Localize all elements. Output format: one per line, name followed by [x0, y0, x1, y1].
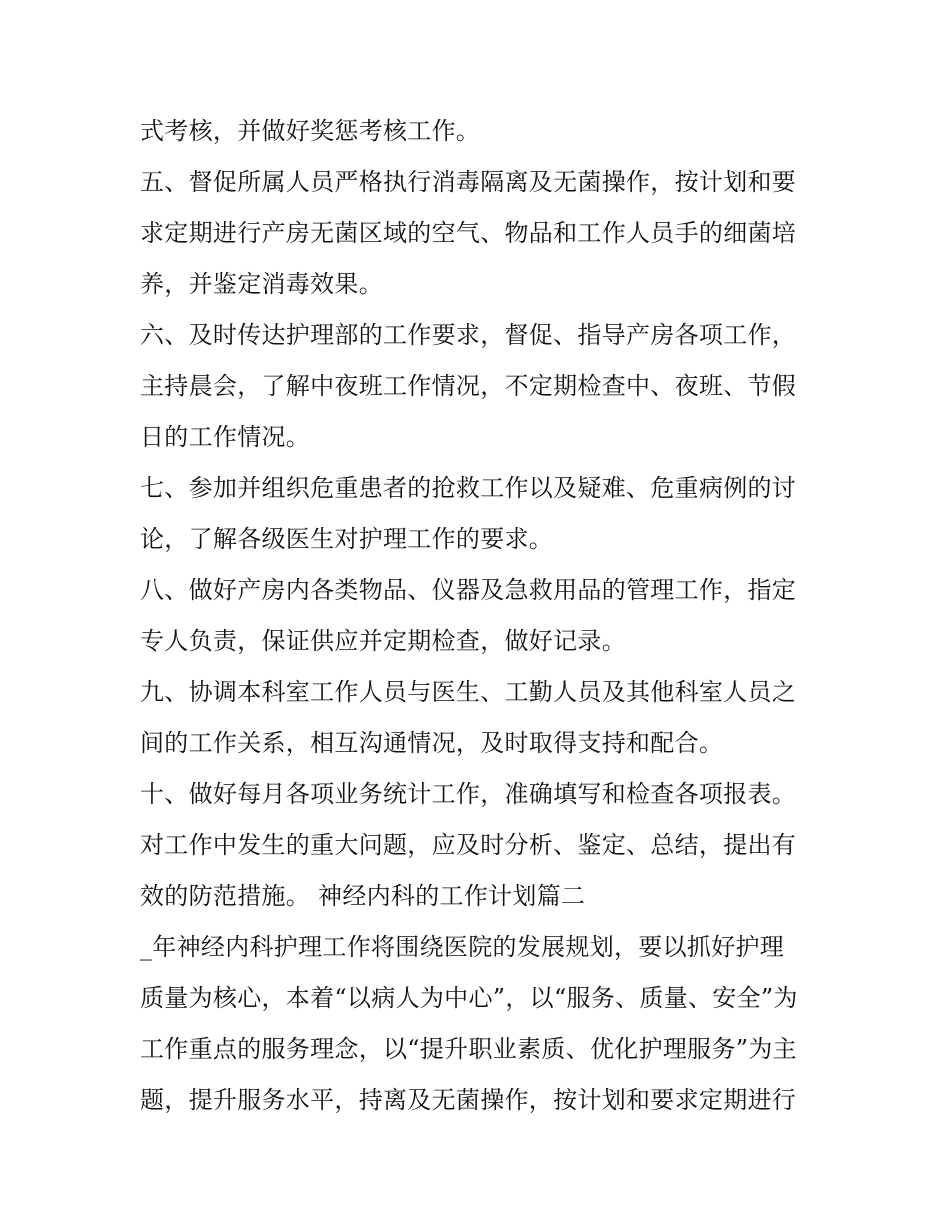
- text-line: 日的工作情况。: [140, 423, 311, 451]
- text-line: 五、督促所属人员严格执行消毒隔离及无菌操作，按计划和要: [140, 168, 797, 196]
- text-line: 八、做好产房内各类物品、仪器及急救用品的管理工作，指定: [140, 576, 797, 604]
- text-line: 六、及时传达护理部的工作要求，督促、指导产房各项工作，: [140, 321, 797, 349]
- text-line: 九、协调本科室工作人员与医生、工勤人员及其他科室人员之: [140, 678, 797, 706]
- text-line: 十、做好每月各项业务统计工作，准确填写和检查各项报表。: [140, 780, 797, 808]
- text-line: 效的防范措施。 神经内科的工作计划篇二: [140, 882, 586, 910]
- text-line: 求定期进行产房无菌区域的空气、物品和工作人员手的细菌培: [140, 219, 797, 247]
- text-line: 七、参加并组织危重患者的抢救工作以及疑难、危重病例的讨: [140, 474, 797, 502]
- text-line: 对工作中发生的重大问题，应及时分析、鉴定、总结，提出有: [140, 831, 797, 859]
- text-line: 式考核，并做好奖惩考核工作。: [140, 117, 481, 145]
- document-body: [140, 106, 820, 1126]
- text-line: 质量为核心，本着“以病人为中心”，以“服务、质量、安全”为: [140, 984, 798, 1012]
- text-line: 间的工作关系，相互沟通情况，及时取得支持和配合。: [140, 729, 724, 757]
- text-line: 养，并鉴定消毒效果。: [140, 270, 383, 298]
- text-line: 题，提升服务水平，持离及无菌操作，按计划和要求定期进行: [140, 1086, 797, 1114]
- text-line: _年神经内科护理工作将围绕医院的发展规划，要以抓好护理: [140, 933, 785, 961]
- text-line: 论，了解各级医生对护理工作的要求。: [140, 525, 554, 553]
- text-line: 专人负责，保证供应并定期检查，做好记录。: [140, 627, 626, 655]
- text-line: 工作重点的服务理念，以“提升职业素质、优化护理服务”为主: [140, 1035, 797, 1063]
- text-line: 主持晨会，了解中夜班工作情况，不定期检查中、夜班、节假: [140, 372, 797, 400]
